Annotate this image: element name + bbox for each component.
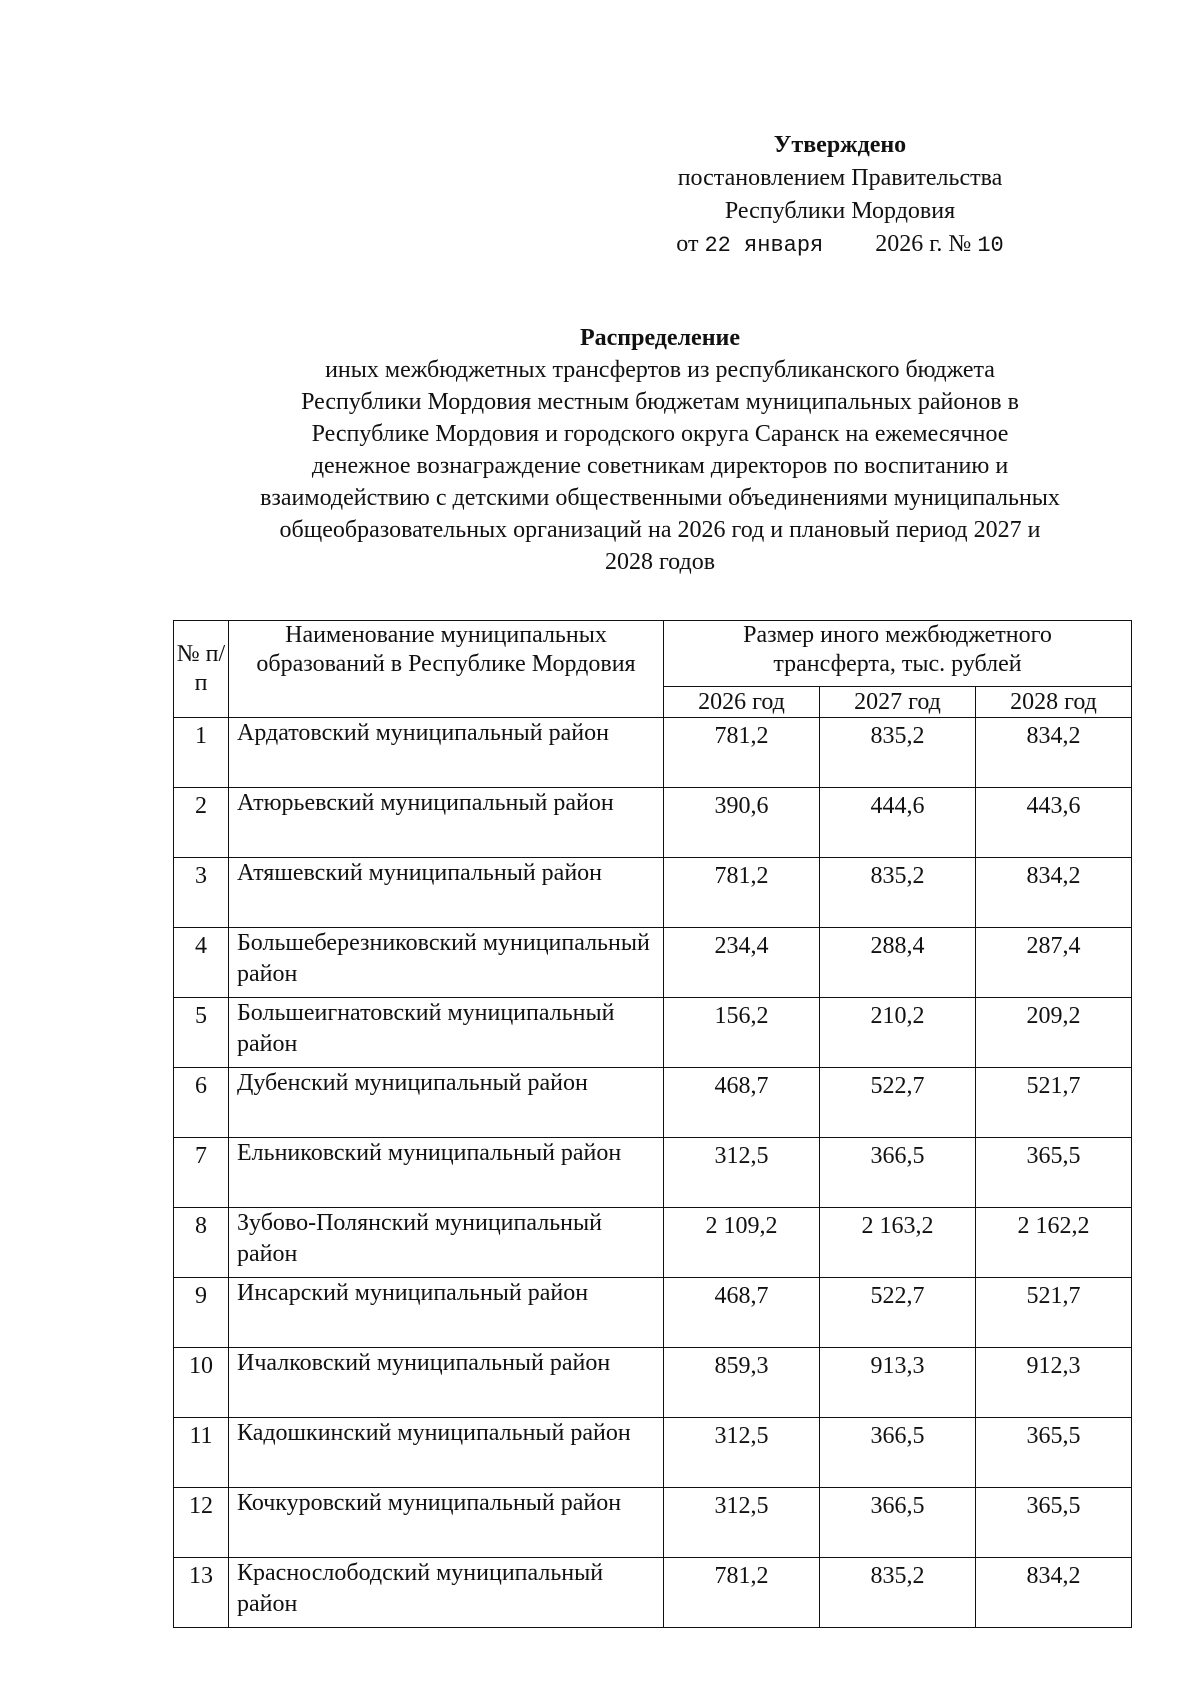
row-2026: 781,2 (664, 1558, 820, 1628)
row-name: Атяшевский муниципальный район (229, 858, 664, 928)
table-row (174, 1138, 1132, 1208)
row-num: 5 (174, 998, 229, 1068)
row-2026: 312,5 (664, 1418, 820, 1488)
row-name: Ельниковский муниципальный район (229, 1138, 664, 1208)
table-row (174, 1558, 1132, 1628)
row-num: 3 (174, 858, 229, 928)
row-2028: 912,3 (976, 1348, 1132, 1418)
row-num: 2 (174, 788, 229, 858)
title-line: взаимодействию с детскими общественными объединениями муниципальных (260, 485, 1060, 511)
row-2026: 468,7 (664, 1278, 820, 1348)
row-2027: 835,2 (820, 718, 976, 788)
row-2026: 781,2 (664, 718, 820, 788)
table-row (174, 1418, 1132, 1488)
row-2026: 2 109,2 (664, 1208, 820, 1278)
table-row (174, 1208, 1132, 1278)
row-2026: 781,2 (664, 858, 820, 928)
table-row (174, 1348, 1132, 1418)
row-2027: 444,6 (820, 788, 976, 858)
date-filled: 22 января (704, 233, 824, 258)
row-num: 12 (174, 1488, 229, 1558)
table-row (174, 858, 1132, 928)
header-year-2026: 2026 год (664, 687, 820, 718)
title-line: Республики Мордовия местным бюджетам муниципальных районов в (301, 389, 1019, 415)
row-2026: 468,7 (664, 1068, 820, 1138)
table-row (174, 998, 1132, 1068)
row-name: Ардатовский муниципальный район (229, 718, 664, 788)
row-name: Большеигнатовский муниципальный район (229, 998, 664, 1068)
row-num: 11 (174, 1418, 229, 1488)
row-2026: 312,5 (664, 1138, 820, 1208)
row-2026: 234,4 (664, 928, 820, 998)
row-2026: 859,3 (664, 1348, 820, 1418)
row-2027: 2 163,2 (820, 1208, 976, 1278)
title-line: Республике Мордовия и городского округа Саранск на ежемесячное (311, 421, 1009, 447)
table-row (174, 718, 1132, 788)
row-2028: 521,7 (976, 1068, 1132, 1138)
row-2027: 522,7 (820, 1068, 976, 1138)
title-line: 2028 годов (604, 549, 716, 575)
approval-line-2: Республики Мордовия (724, 198, 956, 224)
approval-label: Утверждено (773, 132, 907, 158)
row-num: 7 (174, 1138, 229, 1208)
row-2027: 366,5 (820, 1488, 976, 1558)
row-2028: 834,2 (976, 718, 1132, 788)
row-name: Зубово-Полянский муниципальный район (229, 1208, 664, 1278)
row-num: 13 (174, 1558, 229, 1628)
row-num: 9 (174, 1278, 229, 1348)
row-2028: 834,2 (976, 858, 1132, 928)
row-2027: 835,2 (820, 1558, 976, 1628)
approval-stamp (600, 129, 1080, 262)
header-name: Наименование муниципальных образований в Республике Мордовия (229, 621, 664, 718)
row-name: Краснослободский муниципальный район (229, 1558, 664, 1628)
title-line: общеобразовательных организаций на 2026 год и плановый период 2027 и (279, 517, 1041, 543)
row-2028: 443,6 (976, 788, 1132, 858)
row-2027: 913,3 (820, 1348, 976, 1418)
row-2028: 521,7 (976, 1278, 1132, 1348)
table-row (174, 1488, 1132, 1558)
table-row (174, 788, 1132, 858)
row-num: 10 (174, 1348, 229, 1418)
title-line: иных межбюджетных трансфертов из республиканского бюджета (325, 357, 995, 383)
row-2028: 2 162,2 (976, 1208, 1132, 1278)
table-row (174, 928, 1132, 998)
row-2028: 365,5 (976, 1138, 1132, 1208)
title-line: денежное вознаграждение советникам директоров по воспитанию и (311, 453, 1009, 479)
row-2028: 834,2 (976, 1558, 1132, 1628)
row-name: Атюрьевский муниципальный район (229, 788, 664, 858)
row-2028: 287,4 (976, 928, 1132, 998)
row-name: Кочкуровский муниципальный район (229, 1488, 664, 1558)
header-year-2027: 2027 год (820, 687, 976, 718)
row-2027: 522,7 (820, 1278, 976, 1348)
row-2026: 312,5 (664, 1488, 820, 1558)
row-2027: 366,5 (820, 1418, 976, 1488)
table-row (174, 1278, 1132, 1348)
table-row (174, 1068, 1132, 1138)
table-header-row (174, 621, 1132, 687)
approval-date-line (600, 228, 1080, 262)
row-2027: 835,2 (820, 858, 976, 928)
row-name: Ичалковский муниципальный район (229, 1348, 664, 1418)
row-2026: 390,6 (664, 788, 820, 858)
distribution-table (173, 620, 1132, 1628)
row-2027: 210,2 (820, 998, 976, 1068)
title-heading: Распределение (579, 325, 741, 351)
row-num: 1 (174, 718, 229, 788)
document-title (170, 322, 1150, 578)
row-2028: 365,5 (976, 1488, 1132, 1558)
document-number: 10 (977, 233, 1004, 258)
header-year-2028: 2028 год (976, 687, 1132, 718)
row-2028: 209,2 (976, 998, 1132, 1068)
header-amount: Размер иного межбюджетного трансферта, тыс. рублей (664, 621, 1132, 687)
row-num: 6 (174, 1068, 229, 1138)
row-name: Кадошкинский муниципальный район (229, 1418, 664, 1488)
row-2028: 365,5 (976, 1418, 1132, 1488)
row-num: 8 (174, 1208, 229, 1278)
row-2027: 366,5 (820, 1138, 976, 1208)
row-name: Инсарский муниципальный район (229, 1278, 664, 1348)
row-name: Дубенский муниципальный район (229, 1068, 664, 1138)
row-name: Большеберезниковский муниципальный район (229, 928, 664, 998)
approval-line-1: постановлением Правительства (677, 165, 1003, 191)
date-prefix: от (676, 231, 699, 257)
header-num: № п/п (174, 621, 229, 718)
year-number-label: 2026 г. № (875, 231, 972, 257)
row-2027: 288,4 (820, 928, 976, 998)
row-num: 4 (174, 928, 229, 998)
row-2026: 156,2 (664, 998, 820, 1068)
